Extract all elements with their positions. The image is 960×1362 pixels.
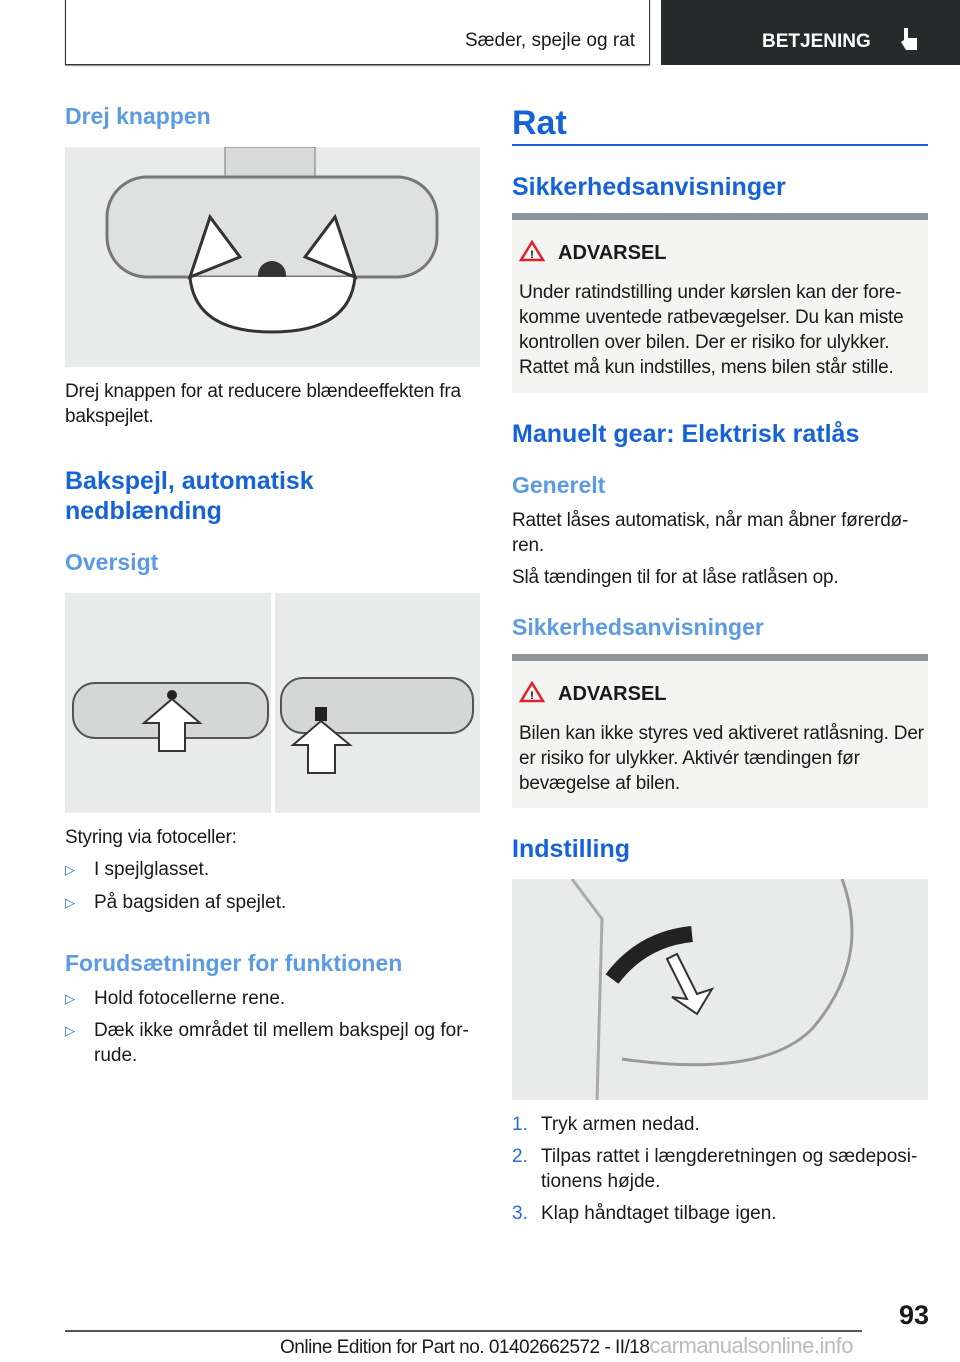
chapter-tab-label: BETJENING	[762, 31, 871, 52]
svg-text:!: !	[530, 249, 534, 261]
manual-page: Sæder, spejle og rat BETJENING Drej knappen Drej knappen for at reducere blændeeffekten fra bakspejlet. Bakspejl, automatisk nedblænding Oversigt Styring via fotoceller: ▷ I spejlglasset. ▷ På bagsiden af spejlet. Forudsætninger for funktionen ▷ Hold fotocellerne rene. ▷ Dæk ikke området til mellem bakspejl og for-rude. Rat Sikkerhedsanvisninger ! ADVARSEL Under ratindstilling under kørslen kan der fore-komme uventede ratbevægelser. Du kan miste kontrollen over bilen. Der er risiko for ulykker. Rattet må kun indstilles, mens bilen står stille. Manuelt gear: Elektrisk ratlås Generelt Rattet låses automatisk, når man åbner førerdø-ren. Slå tændingen til for at låse ratlåsen op. Sikkerhedsanvisninger ! ADVARSEL Bilen kan ikke styres ved aktiveret ratlåsning. Der er risiko for ulykker. Aktivér tændingen før bevægelse af bilen. Indstilling 1. Tryk armen nedad. 2. Tilpas rattet i længderetningen og sædeposi-tionens højde. 3. Klap håndtaget tilbage igen. 93 Online Edition for Part no. 01402662572 - II/18carmanualsonline.info	[0, 0, 960, 1362]
generelt-text-2: Slå tændingen til for at låse ratlåsen op.	[512, 567, 839, 588]
warning-triangle-icon	[519, 681, 545, 703]
heading-forudsaetninger: Forudsætninger for funktionen	[65, 950, 403, 976]
mirror-knob-illustration	[65, 147, 480, 367]
generelt-text-1: Rattet låses automatisk, når man åbner førerdø-ren.	[512, 510, 909, 556]
triangle-bullet-icon: ▷	[65, 895, 75, 910]
svg-text:!: !	[530, 690, 534, 702]
heading-oversigt: Oversigt	[65, 549, 159, 575]
warning-title: ADVARSEL	[558, 242, 667, 264]
warning-text: Bilen kan ikke styres ved aktiveret ratlåsning. Der er risiko for ulykker. Aktivér tændingen før bevægelse af bilen.	[519, 723, 924, 794]
mirror-photocell-illustration	[65, 593, 480, 813]
page-number: 93	[898, 1300, 929, 1330]
warning-triangle-icon	[519, 240, 545, 262]
triangle-bullet-icon: ▷	[65, 991, 75, 1006]
heading-sikkerhed-2: Sikkerhedsanvisninger	[512, 614, 764, 640]
heading-indstilling: Indstilling	[512, 835, 631, 863]
edition-text: Online Edition for Part no. 01402662572 - II/18	[280, 1337, 650, 1358]
styring-text: Styring via fotoceller:	[65, 827, 237, 848]
drej-description: Drej knappen for at reducere blændeeffekten fra bakspejlet.	[65, 381, 461, 427]
heading-drej-knappen: Drej knappen	[65, 103, 211, 129]
chapter-tab[interactable]	[661, 0, 960, 65]
triangle-bullet-icon: ▷	[65, 1023, 75, 1038]
footer-rule	[65, 1330, 862, 1332]
heading-generelt: Generelt	[512, 472, 606, 498]
warning-box-1	[512, 213, 928, 393]
triangle-bullet-icon: ▷	[65, 862, 75, 877]
hand-pointer-icon	[897, 26, 921, 54]
heading-rule	[512, 144, 928, 146]
section-title: Sæder, spejle og rat	[464, 30, 635, 51]
warning-title: ADVARSEL	[558, 683, 667, 705]
warning-box-2	[512, 654, 928, 808]
heading-bakspejl: Bakspejl, automatisk nedblænding	[65, 467, 314, 525]
heading-manuelt-gear: Manuelt gear: Elektrisk ratlås	[512, 420, 860, 448]
steering-lever-illustration	[512, 879, 928, 1100]
warning-text: Under ratindstilling under kørslen kan der fore-komme uventede ratbevægelser. Du kan miste kontrollen over bilen. Der er risiko for ulykker. Rattet må kun indstilles, mens bilen står stille.	[519, 282, 904, 378]
watermark: carmanualsonline.info	[649, 1333, 853, 1358]
footer-edition	[280, 1333, 853, 1359]
header-section-box	[65, 0, 650, 65]
heading-sikkerhed-1: Sikkerhedsanvisninger	[512, 173, 786, 201]
heading-rat: Rat	[512, 104, 567, 142]
